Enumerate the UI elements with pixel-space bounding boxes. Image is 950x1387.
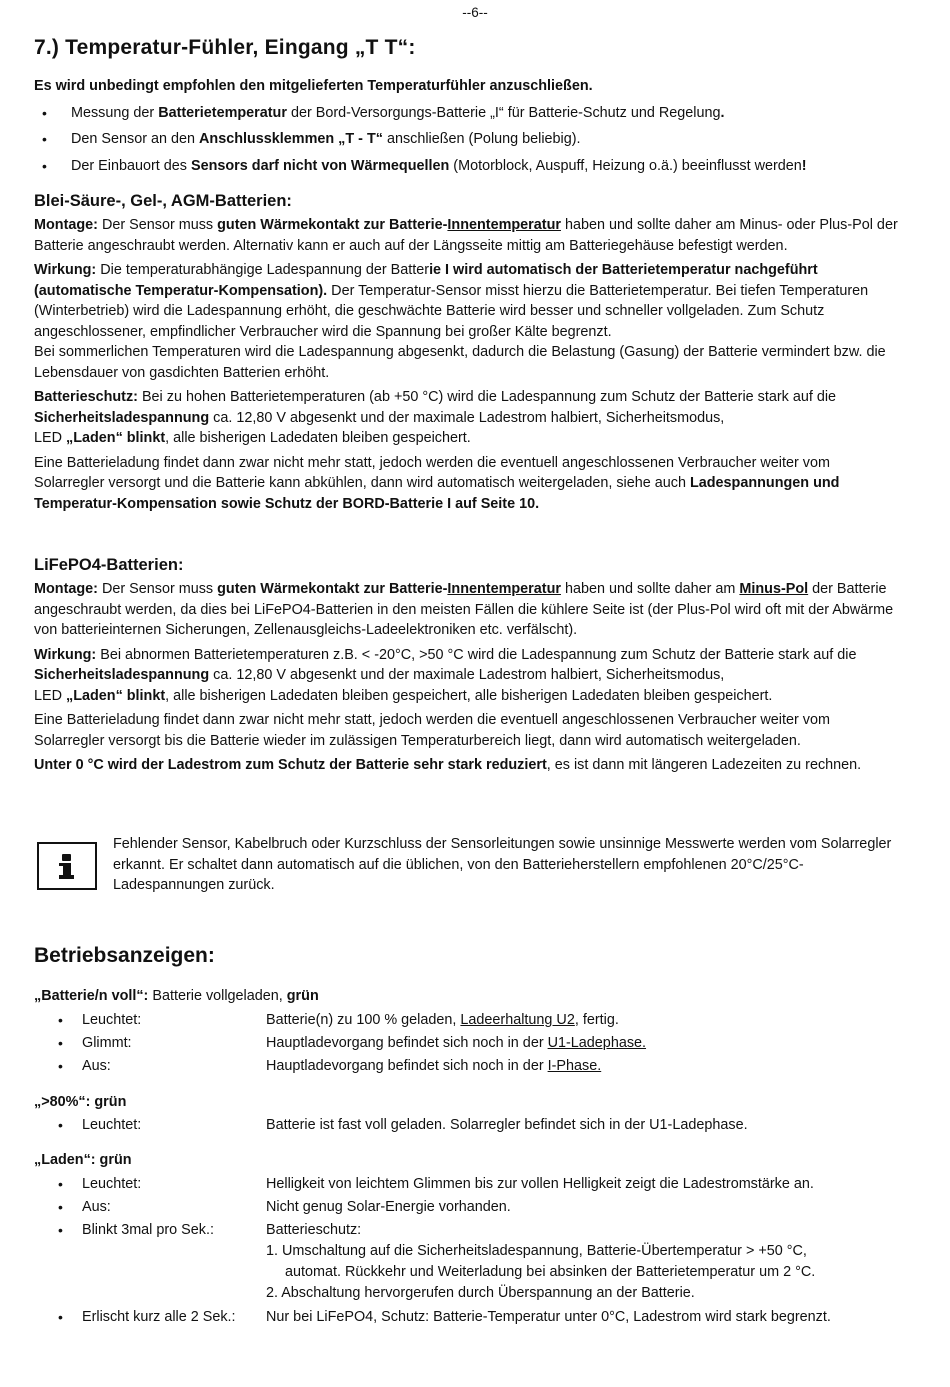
lifepo-heading: LiFePO4-Batterien: [34,556,184,574]
lead-wirkung: Wirkung: Die temperaturabhängige Ladespannung der Batterie I wird automatisch der Batterietemperatur nachgeführt (automatische Temperatur-Kompensation). Der Temperatur-Sensor misst hierzu die Batterietemperatur. Bei tiefen Temperaturen (Winterbetrieb) wird die Ladespannung erhöht, die geschwächte Batterie wird besser und schneller vollgeladen. Zum Schutz angeschlossener, empfindlicher Verbraucher wird die Spannung bei großer Kälte begrenzt. [34,262,869,340]
lead-acid-heading: Blei-Säure-, Gel-, AGM-Batterien: [34,192,292,210]
betriebsanzeigen-heading: Betriebsanzeigen: [34,944,215,967]
lifepo-section [34,556,904,776]
bullet: • [58,1176,63,1192]
row-label: Blinkt 3mal pro Sek.: [82,1222,214,1238]
bullet: • [58,1012,63,1028]
bullet: • [58,1058,63,1074]
lead-acid-section [34,192,904,514]
section7-body [34,76,904,179]
row-value: Helligkeit von leichtem Glimmen bis zur vollen Helligkeit zeigt die Ladestromstärke an. [266,1176,814,1192]
lifepo-montage: Montage: Der Sensor muss guten Wärmekontakt zur Batterie-Innentemperatur haben und sollte daher am Minus-Pol der Batterie angeschraubt werden, da dies bei LiFePO4-Batterien in den meisten Fällen die kühlere Seite ist (der Plus-Pol wird oft mit der Abwärme von batterieinternen Sicherungen, Zellenausgleichs-Ladeelektroniken etc. verfälscht). [34,581,894,638]
row-value: Hauptladevorgang befindet sich noch in der I-Phase. [266,1058,602,1074]
lifepo-wirkung: Wirkung: Bei abnormen Batterietemperaturen z.B. < -20°C, >50 °C wird die Ladespannung zum Schutz der Batterie stark auf die Sicherheitsladespannung ca. 12,80 V abgesenkt und der maximale Ladestrom halbiert, Sicherheitsmodus, LED „Laden“ blinkt, alle bisherigen Ladedaten bleiben gespeichert, alle bisherigen Ladedaten bleiben gespeichert. [34,646,857,704]
row-label: Leuchtet: [82,1012,142,1028]
lead-montage: Montage: Der Sensor muss guten Wärmekontakt zur Batterie-Innentemperatur haben und sollte daher am Minus- oder Plus-Pol der Batterie angeschraubt werden. Alternativ kann er auch auf der Längsseite mittig am Batteriegehäuse befestigt werden. [34,217,898,254]
bullet: • [58,1117,63,1133]
row-label: Aus: [82,1058,111,1074]
list-item: • Der Einbauort des Sensors darf nicht von Wärmequellen (Motorblock, Auspuff, Heizung o.ä.) beeinflusst werden! [34,153,904,180]
lead-batterieschutz: Batterieschutz: Bei zu hohen Batterietemperaturen (ab +50 °C) wird die Ladespannung zum Schutz der Batterie stark auf die Sicherheitsladespannung ca. 12,80 V abgesenkt und der maximale Ladestrom halbiert, Sicherheitsmodus, LED „Laden“ blinkt, alle bisherigen Ladedaten bleiben gespeichert. [34,389,837,446]
section7-intro: Es wird unbedingt empfohlen den mitgelieferten Temperaturfühler anzuschließen. [34,78,593,94]
bullet: • [58,1035,63,1051]
row-label: Aus: [82,1199,111,1215]
sub-item: 1. Umschaltung auf die Sicherheitsladespannung, Batterie-Übertemperatur > +50 °C, [266,1243,807,1259]
group-80-percent: „>80%“: grün [34,1094,127,1110]
row-label: Leuchtet: [82,1176,142,1192]
section-title-temperature-sensor: 7.) Temperatur-Fühler, Eingang „T T“: [34,36,416,59]
lifepo-cold: Unter 0 °C wird der Ladestrom zum Schutz der Batterie sehr stark reduziert, es ist dann mit längeren Ladezeiten zu rechnen. [34,757,862,773]
group-batterie-voll: „Batterie/n voll“: Batterie vollgeladen, grün [34,988,319,1004]
list-item: • Messung der Batterietemperatur der Bord-Versorgungs-Batterie „I“ für Batterie-Schutz und Regelung. [34,100,904,127]
row-value: Batterieschutz: [266,1222,362,1238]
row-value: Batterie ist fast voll geladen. Solarregler befindet sich in der U1-Ladephase. [266,1117,748,1133]
lead-wirkung-summer: Bei sommerlichen Temperaturen wird die Ladespannung abgesenkt, dadurch die Belastung (Gasung) der Batterie vermindert bzw. die Lebensdauer von gasdichten Batterien erhöht. [34,344,886,381]
bullet: • [58,1309,63,1325]
lifepo-final: Eine Batterieladung findet dann zwar nicht mehr statt, jedoch werden die eventuell angeschlossenen Verbraucher weiter vom Solarregler versorgt bis die Batterie wieder im zulässigen Temperaturbereich liegt, dann wird automatisch weitergeladen. [34,712,830,749]
row-value: Nur bei LiFePO4, Schutz: Batterie-Temperatur unter 0°C, Ladestrom wird stark begrenzt. [266,1309,831,1325]
row-value: Hauptladevorgang befindet sich noch in der U1-Ladephase. [266,1035,647,1051]
bullet: • [58,1199,63,1215]
info-note: Fehlender Sensor, Kabelbruch oder Kurzschluss der Sensorleitungen sowie unsinnige Messwerte werden vom Solarregler erkannt. Er schaltet dann automatisch auf die üblichen, von den Batterieherstellern empfohlenen 20°C/25°C-Ladespannungen zurück. [113,836,892,893]
page-number: --6-- [462,5,488,20]
lead-final: Eine Batterieladung findet dann zwar nicht mehr statt, jedoch werden die eventuell angeschlossenen Verbraucher weiter vom Solarregler versorgt und die Batterie kann abkühlen, dann wird automatisch weitergeladen, siehe auch Ladespannungen und Temperatur-Kompensation sowie Schutz der BORD-Batterie I auf Seite 10. [34,454,840,512]
row-label: Erlischt kurz alle 2 Sek.: [82,1309,236,1325]
info-icon [37,842,97,890]
row-label: Glimmt: [82,1035,132,1051]
row-value: Batterie(n) zu 100 % geladen, Ladeerhaltung U2, fertig. [266,1012,619,1028]
bullet: • [58,1222,63,1238]
row-label: Leuchtet: [82,1117,142,1133]
row-value: Nicht genug Solar-Energie vorhanden. [266,1199,511,1215]
list-item: • Den Sensor an den Anschlussklemmen „T - T“ anschließen (Polung beliebig). [34,126,904,153]
group-laden: „Laden“: grün [34,1152,132,1168]
section7-bullets [34,100,904,180]
sub-item: 2. Abschaltung hervorgerufen durch Überspannung an der Batterie. [266,1285,695,1301]
sub-item: automat. Rückkehr und Weiterladung bei absinken der Batterietemperatur um 2 °C. [285,1264,816,1280]
